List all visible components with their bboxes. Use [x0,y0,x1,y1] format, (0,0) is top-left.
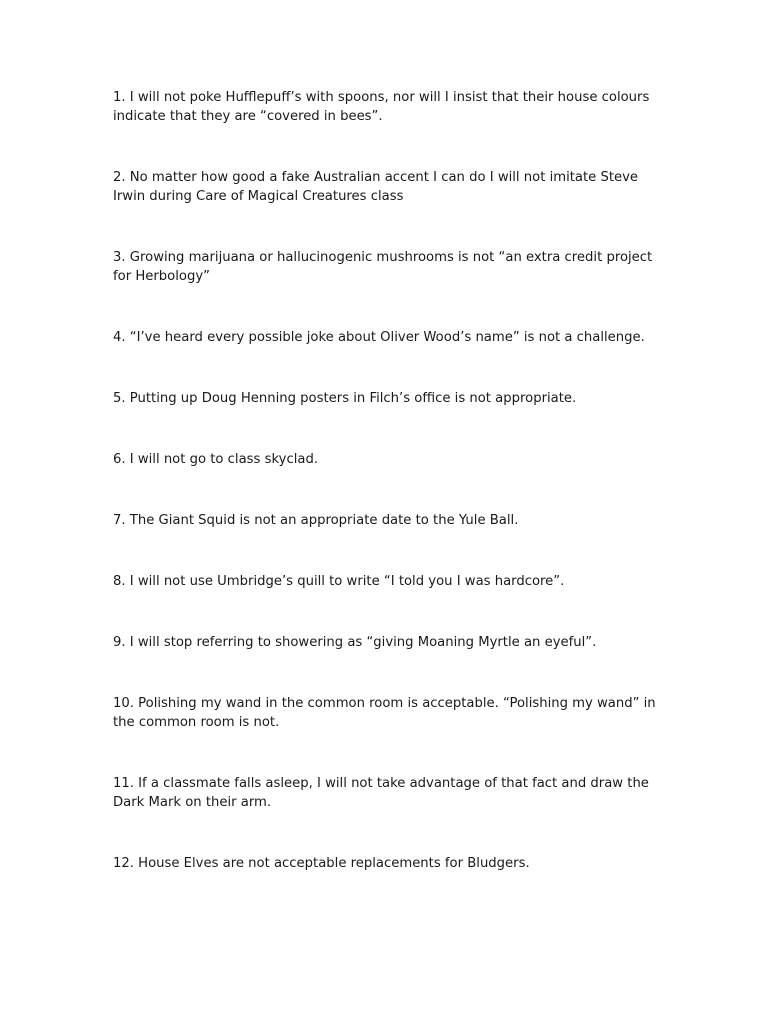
list-item: 12. House Elves are not acceptable replacements for Bludgers. [113,856,530,871]
list-item: 1. I will not poke Hufflepuff’s with spoons, nor will I insist that their house colours indicate that they are “covered in bees”. [113,90,650,124]
list-item: 2. No matter how good a fake Australian accent I can do I will not imitate Steve Irwin during Care of Magical Creatures class [113,170,639,204]
list-item: 3. Growing marijuana or hallucinogenic mushrooms is not “an extra credit project for Herbology” [113,250,653,284]
list-item: 6. I will not go to class skyclad. [113,452,319,467]
list-item: 8. I will not use Umbridge’s quill to write “I told you I was hardcore”. [113,574,565,589]
list-item: 4. “I’ve heard every possible joke about Oliver Wood’s name” is not a challenge. [113,330,645,345]
list-item: 7. The Giant Squid is not an appropriate date to the Yule Ball. [113,513,519,528]
list-item: 10. Polishing my wand in the common room is acceptable. “Polishing my wand” in the common room is not. [113,696,656,730]
list-item: 11. If a classmate falls asleep, I will not take advantage of that fact and draw the Dark Mark on their arm. [113,776,649,810]
rules-list [113,88,658,915]
list-item: 9. I will stop referring to showering as “giving Moaning Myrtle an eyeful”. [113,635,597,650]
list-item: 5. Putting up Doug Henning posters in Filch’s office is not appropriate. [113,391,577,406]
